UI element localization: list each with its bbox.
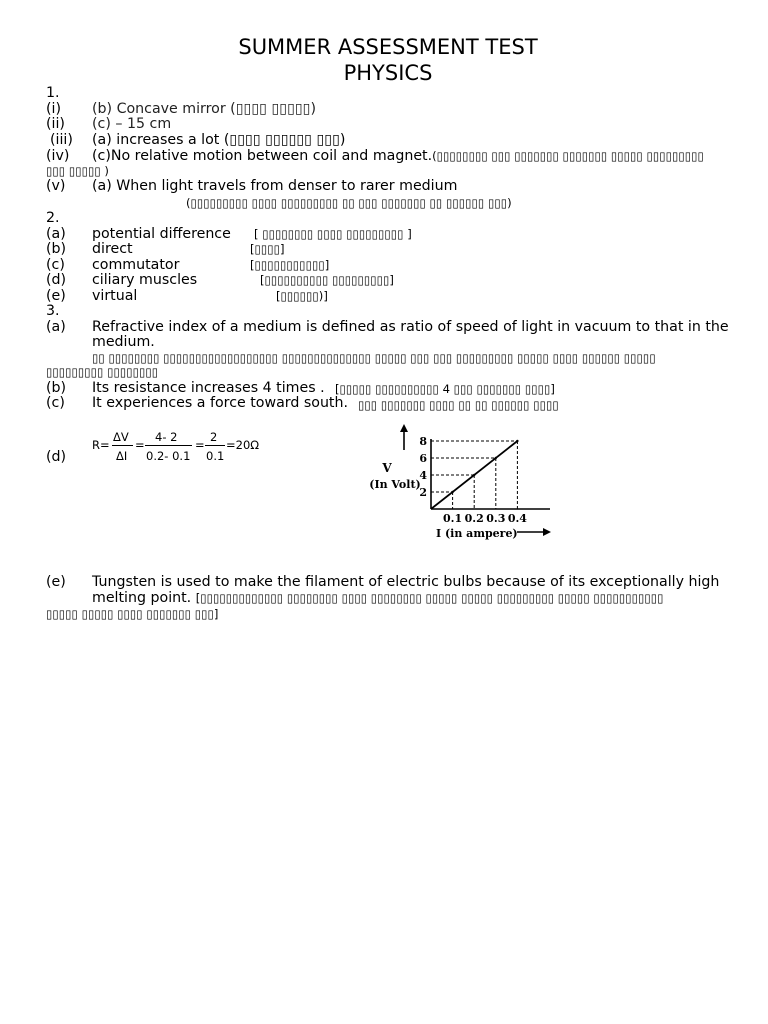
q1-i-answer: (b) Concave mirror (▯▯▯▯ ▯▯▯▯▯) (92, 101, 317, 117)
x-tick-label: 0.4 (507, 512, 527, 525)
q1-v-native-text: (▯▯▯▯▯▯▯▯▯ ▯▯▯▯ ▯▯▯▯▯▯▯▯▯ ▯▯ ▯▯▯ ▯▯▯▯▯▯▯ ▯▯ ▯▯▯▯▯▯ ▯▯▯) (186, 196, 512, 210)
formula-frac1-num: ΔV (113, 430, 129, 444)
q3-a-label: (a) (46, 319, 66, 335)
formula-frac3-bar (205, 445, 225, 446)
q2-c-native: [▯▯▯▯▯▯▯▯▯▯▯] (250, 258, 330, 272)
x-tick-label: 0.1 (443, 512, 463, 525)
q3-c-native: ▯▯▯ ▯▯▯▯▯▯▯ ▯▯▯▯ ▯▯ ▯▯ ▯▯▯▯▯▯ ▯▯▯▯ (358, 398, 559, 412)
question-2-number: 2. (46, 210, 60, 226)
q2-e-label: (e) (46, 288, 66, 304)
q2-b-answer: direct (92, 241, 133, 257)
q1-iv-native-text-continued: ▯▯▯ ▯▯▯▯▯ ) (46, 164, 109, 178)
formula-frac1-bar (112, 445, 133, 446)
x-tick-label: 0.3 (486, 512, 506, 525)
q3-d-label: (d) (46, 449, 67, 465)
graph-ylabel: V (382, 461, 392, 475)
formula-frac2-bar (145, 445, 192, 446)
q2-d-label: (d) (46, 272, 67, 288)
q2-b-native: [▯▯▯▯] (250, 242, 285, 256)
q1-iv-answer (92, 148, 704, 164)
q3-e-answer-line2 (92, 590, 664, 606)
q3-b-label: (b) (46, 380, 67, 396)
vi-graph (355, 422, 555, 542)
q3-a-answer-line2: medium. (92, 334, 155, 350)
graph-yunit: (In Volt) (369, 478, 421, 491)
q2-b-label: (b) (46, 241, 67, 257)
q3-e-native-line1: [▯▯▯▯▯▯▯▯▯▯▯▯▯ ▯▯▯▯▯▯▯▯ ▯▯▯▯ ▯▯▯▯▯▯▯▯ ▯▯▯▯▯ ▯▯▯▯▯ ▯▯▯▯▯▯▯▯▯ ▯▯▯▯▯ ▯▯▯▯▯▯▯▯▯▯▯ (195, 591, 664, 605)
formula-eq-1: = (135, 438, 145, 452)
q3-b-native: [▯▯▯▯▯ ▯▯▯▯▯▯▯▯▯▯ 4 ▯▯▯ ▯▯▯▯▯▯▯ ▯▯▯▯] (335, 382, 555, 396)
q2-a-label: (a) (46, 226, 66, 242)
y-axis-arrowhead (400, 424, 408, 432)
subject-title: PHYSICS (343, 61, 433, 85)
y-tick-label: 2 (419, 486, 427, 499)
q1-iii-label: (iii) (50, 132, 73, 148)
q2-c-answer: commutator (92, 257, 180, 273)
q3-c-label: (c) (46, 395, 65, 411)
y-tick-label: 8 (419, 435, 427, 448)
q1-iv-native-text: (▯▯▯▯▯▯▯▯ ▯▯▯ ▯▯▯▯▯▯▯ ▯▯▯▯▯▯▯ ▯▯▯▯▯ ▯▯▯▯▯▯▯▯▯ (432, 149, 704, 163)
resistance-formula (92, 428, 272, 468)
q3-e-label: (e) (46, 574, 66, 590)
x-tick-label: 0.2 (464, 512, 484, 525)
formula-lhs: R= (92, 438, 110, 452)
q1-iii-answer: (a) increases a lot (▯▯▯▯ ▯▯▯▯▯▯ ▯▯▯) (92, 132, 346, 148)
q2-a-native: [ ▯▯▯▯▯▯▯▯ ▯▯▯▯ ▯▯▯▯▯▯▯▯▯ ] (254, 227, 412, 241)
q1-v-answer: (a) When light travels from denser to rarer medium (92, 178, 458, 194)
q1-iv-answer-text: (c)No relative motion between coil and magnet. (92, 148, 433, 164)
q3-e-native-line2: ▯▯▯▯▯ ▯▯▯▯▯ ▯▯▯▯ ▯▯▯▯▯▯▯ ▯▯▯] (46, 607, 219, 621)
formula-frac2-den: 0.2- 0.1 (146, 449, 191, 463)
q1-v-label: (v) (46, 178, 66, 194)
q2-d-native: [▯▯▯▯▯▯▯▯▯▯ ▯▯▯▯▯▯▯▯▯] (260, 273, 394, 287)
formula-eq-2: = (195, 438, 205, 452)
y-tick-label: 6 (419, 452, 427, 465)
formula-frac3-num: 2 (210, 430, 218, 444)
graph-xlabel: I (in ampere) (436, 527, 518, 540)
q3-a-native-line2: ▯▯▯▯▯▯▯▯▯ ▯▯▯▯▯▯▯▯ (46, 365, 159, 379)
formula-frac1-den: ΔI (116, 449, 128, 463)
test-title: SUMMER ASSESSMENT TEST (238, 35, 538, 59)
q1-ii-answer: (c) – 15 cm (92, 116, 172, 132)
q3-e-answer-line2-text: melting point. (92, 590, 192, 606)
q2-e-answer: virtual (92, 288, 138, 304)
q2-e-native: [▯▯▯▯▯▯)] (276, 289, 328, 303)
y-tick-label: 4 (419, 469, 427, 482)
formula-result: =20Ω (226, 438, 260, 452)
q2-a-answer: potential difference (92, 226, 231, 242)
question-1-number: 1. (46, 85, 60, 101)
q2-c-label: (c) (46, 257, 65, 273)
q1-i-label: (i) (46, 101, 62, 117)
q1-ii-label: (ii) (46, 116, 65, 132)
q3-a-native-line1: ▯▯ ▯▯▯▯▯▯▯▯ ▯▯▯▯▯▯▯▯▯▯▯▯▯▯▯▯▯▯ ▯▯▯▯▯▯▯▯▯▯▯▯▯▯ ▯▯▯▯▯ ▯▯▯ ▯▯▯ ▯▯▯▯▯▯▯▯▯ ▯▯▯▯▯ ▯▯▯▯ ▯▯▯▯▯▯ ▯▯▯▯▯ (92, 351, 656, 365)
q3-e-answer-line1: Tungsten is used to make the filament of electric bulbs because of its exceptionally high (92, 574, 720, 590)
q2-d-answer: ciliary muscles (92, 272, 198, 288)
formula-frac3-den: 0.1 (206, 449, 225, 463)
q1-iv-label: (iv) (46, 148, 70, 164)
q3-c-answer: It experiences a force toward south. (92, 395, 348, 411)
q3-a-answer-line1: Refractive index of a medium is defined as ratio of speed of light in vacuum to that in the (92, 319, 729, 335)
x-axis-arrowhead (543, 528, 551, 536)
formula-frac2-num: 4- 2 (155, 430, 178, 444)
q3-b-answer: Its resistance increases 4 times . (92, 380, 325, 396)
question-3-number: 3. (46, 303, 60, 319)
